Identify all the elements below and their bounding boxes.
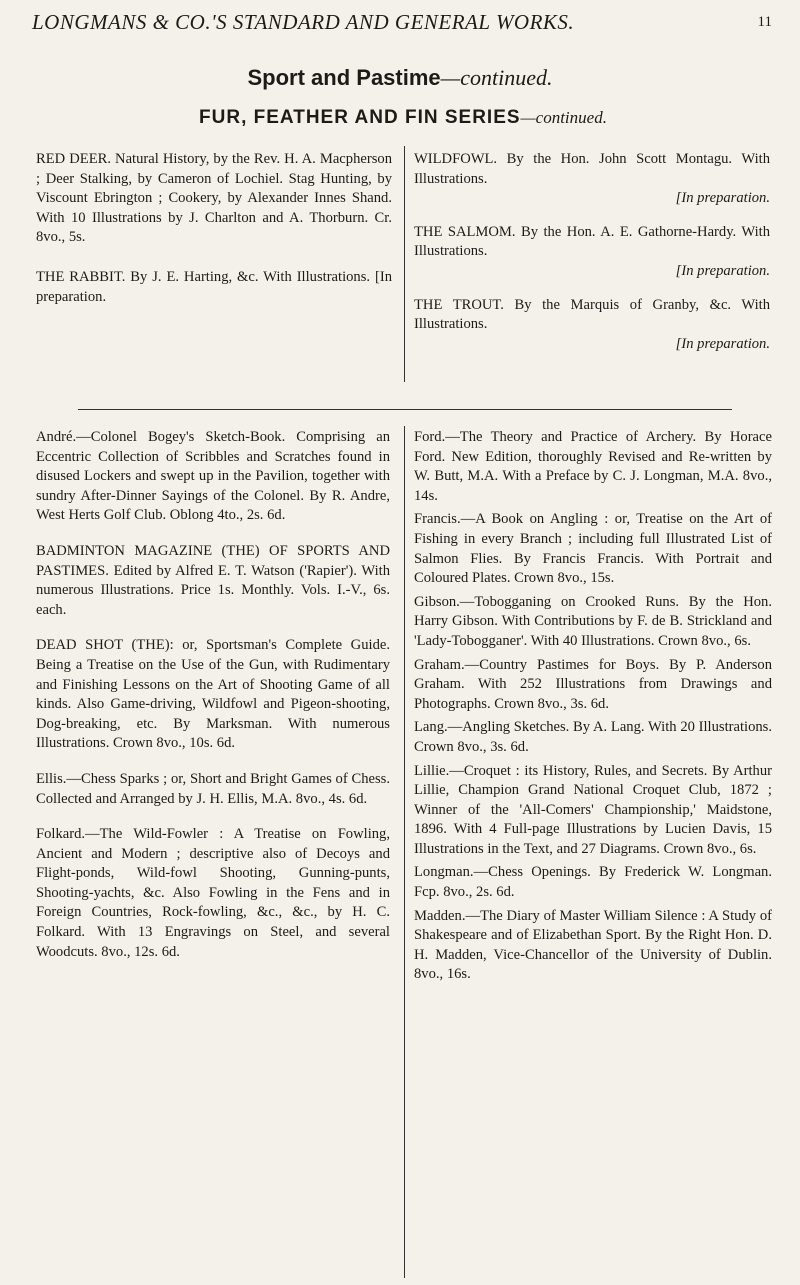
entry-folkard: Folkard.—The Wild-Fowler : A Treatise on Fowling, Ancient and Modern ; descriptive also of Decoys and Flight-ponds, Wild-fowl Shooting, Gunning-punts, Shooting-yachts, &c. Also Fowling in the Fens and in Foreign Countries, Rock-fowling, &c., &c., by H. C. Folkard. With 13 Engravings on Steel, and several Woodcuts. 8vo., 12s. 6d. <box>36 826 390 960</box>
entry-trout <box>414 296 770 355</box>
entry-lang: Lang.—Angling Sketches. By A. Lang. With 20 Illustrations. Crown 8vo., 3s. 6d. <box>414 719 772 755</box>
entry-badminton: BADMINTON MAGAZINE (THE) OF SPORTS AND PASTIMES. Edited by Alfred E. T. Watson ('Rapier'). With numerous Illustrations. Price 1s. Monthly. Vols. I.-V., 6s. each. <box>36 542 390 618</box>
entry-rabbit: THE RABBIT. By J. E. Harting, &c. With Illustrations. [In preparation. <box>36 268 392 305</box>
series-left-column <box>36 150 392 327</box>
entry-red-deer: RED DEER. Natural History, by the Rev. H. A. Macpherson ; Deer Stalking, by Cameron of Lochiel. Stag Hunting, by Viscount Ebrington ; Cookery, by Alexander Innes Shand. With 10 Illustrations by J. Charlton and A. Thorburn. Cr. 8vo., 5s. <box>36 151 392 246</box>
entry-andre: André.—Colonel Bogey's Sketch-Book. Comprising an Eccentric Collection of Scribbles and Scratches found in disused Lockers and swept up in the Pavilion, together with sundry After-Dinner Sayings of the Colonel. By R. Andre, West Herts Golf Club. Oblong 4to., 2s. 6d. <box>36 429 390 524</box>
horizontal-divider <box>78 409 732 410</box>
entry-ellis: Ellis.—Chess Sparks ; or, Short and Bright Games of Chess. Collected and Arranged by J. H. Ellis, M.A. 8vo., 4s. 6d. <box>36 770 390 807</box>
entry-wildfowl <box>414 150 770 209</box>
column-divider-top <box>404 146 405 382</box>
right-column <box>414 428 772 989</box>
series-title-text: FUR, FEATHER AND FIN SERIES <box>199 107 521 128</box>
running-head: LONGMANS & CO.'S STANDARD AND GENERAL WORKS. <box>32 10 575 34</box>
section-continued: —continued. <box>440 65 553 90</box>
entry-francis: Francis.—A Book on Angling : or, Treatise on the Art of Fishing in every Branch ; including full Illustrated List of Salmon Flies. By Francis Francis. With Portrait and Coloured Plates. Crown 8vo., 15s. <box>414 511 772 587</box>
entry-wildfowl-note: [In preparation. <box>675 190 770 207</box>
series-right-column <box>414 150 770 374</box>
left-column <box>36 428 390 978</box>
entry-lillie: Lillie.—Croquet : its History, Rules, and Secrets. By Arthur Lillie, Champion Grand National Croquet Club, 1872 ; Winner of the 'All-Comers' Championship,' Maidstone, 1896. With 4 Full-page Illustrations by Lucien Davis, 15 Illustrations in the Text, and 27 Diagrams. Crown 8vo., 6s. <box>414 762 772 857</box>
series-continued: —continued. <box>520 108 607 127</box>
entry-longman: Longman.—Chess Openings. By Frederick W. Longman. Fcp. 8vo., 2s. 6d. <box>414 864 772 901</box>
column-divider-bottom <box>404 426 405 1278</box>
entry-trout-text: THE TROUT. By the Marquis of Granby, &c. With Illustrations. <box>414 296 770 333</box>
entry-salmom <box>414 223 770 282</box>
entry-salmom-note: [In preparation. <box>675 262 770 279</box>
entry-madden: Madden.—The Diary of Master William Silence : A Study of Shakespeare and of Elizabethan Sport. By the Right Hon. D. H. Madden, Vice-Chancellor of the University of Dublin. 8vo., 16s. <box>414 907 772 983</box>
entry-ford: Ford.—The Theory and Practice of Archery. By Horace Ford. New Edition, thoroughly Revised and Re-written by W. Butt, M.A. With a Preface by C. J. Longman, M.A. 8vo., 14s. <box>414 429 772 504</box>
series-title <box>34 107 772 129</box>
page-number: 11 <box>757 14 772 30</box>
entry-graham: Graham.—Country Pastimes for Boys. By P. Anderson Graham. With 252 Illustrations from Drawings and Photographs. Crown 8vo., 3s. 6d. <box>414 656 772 712</box>
entry-trout-note: [In preparation. <box>675 335 770 352</box>
entry-gibson: Gibson.—Tobogganing on Crooked Runs. By the Hon. Harry Gibson. With Contributions by F. de B. Strickland and 'Lady-Tobogganer'. With 40 Illustrations. Crown 8vo., 6s. <box>414 593 772 649</box>
entry-dead-shot: DEAD SHOT (THE): or, Sportsman's Complete Guide. Being a Treatise on the Use of the Gun, with Rudimentary and Finishing Lessons on the Art of Shooting Game of all kinds. Also Game-driving, Wildfowl and Pigeon-shooting, Dog-breaking, etc. By Marksman. With numerous Illustrations. Crown 8vo., 10s. 6d. <box>36 637 390 752</box>
entry-salmom-text: THE SALMOM. By the Hon. A. E. Gathorne-Hardy. With Illustrations. <box>414 223 770 260</box>
section-title-text: Sport and Pastime <box>247 65 441 90</box>
section-title <box>0 65 800 91</box>
page-header <box>32 10 772 40</box>
entry-wildfowl-text: WILDFOWL. By the Hon. John Scott Montagu. With Illustrations. <box>414 151 770 187</box>
